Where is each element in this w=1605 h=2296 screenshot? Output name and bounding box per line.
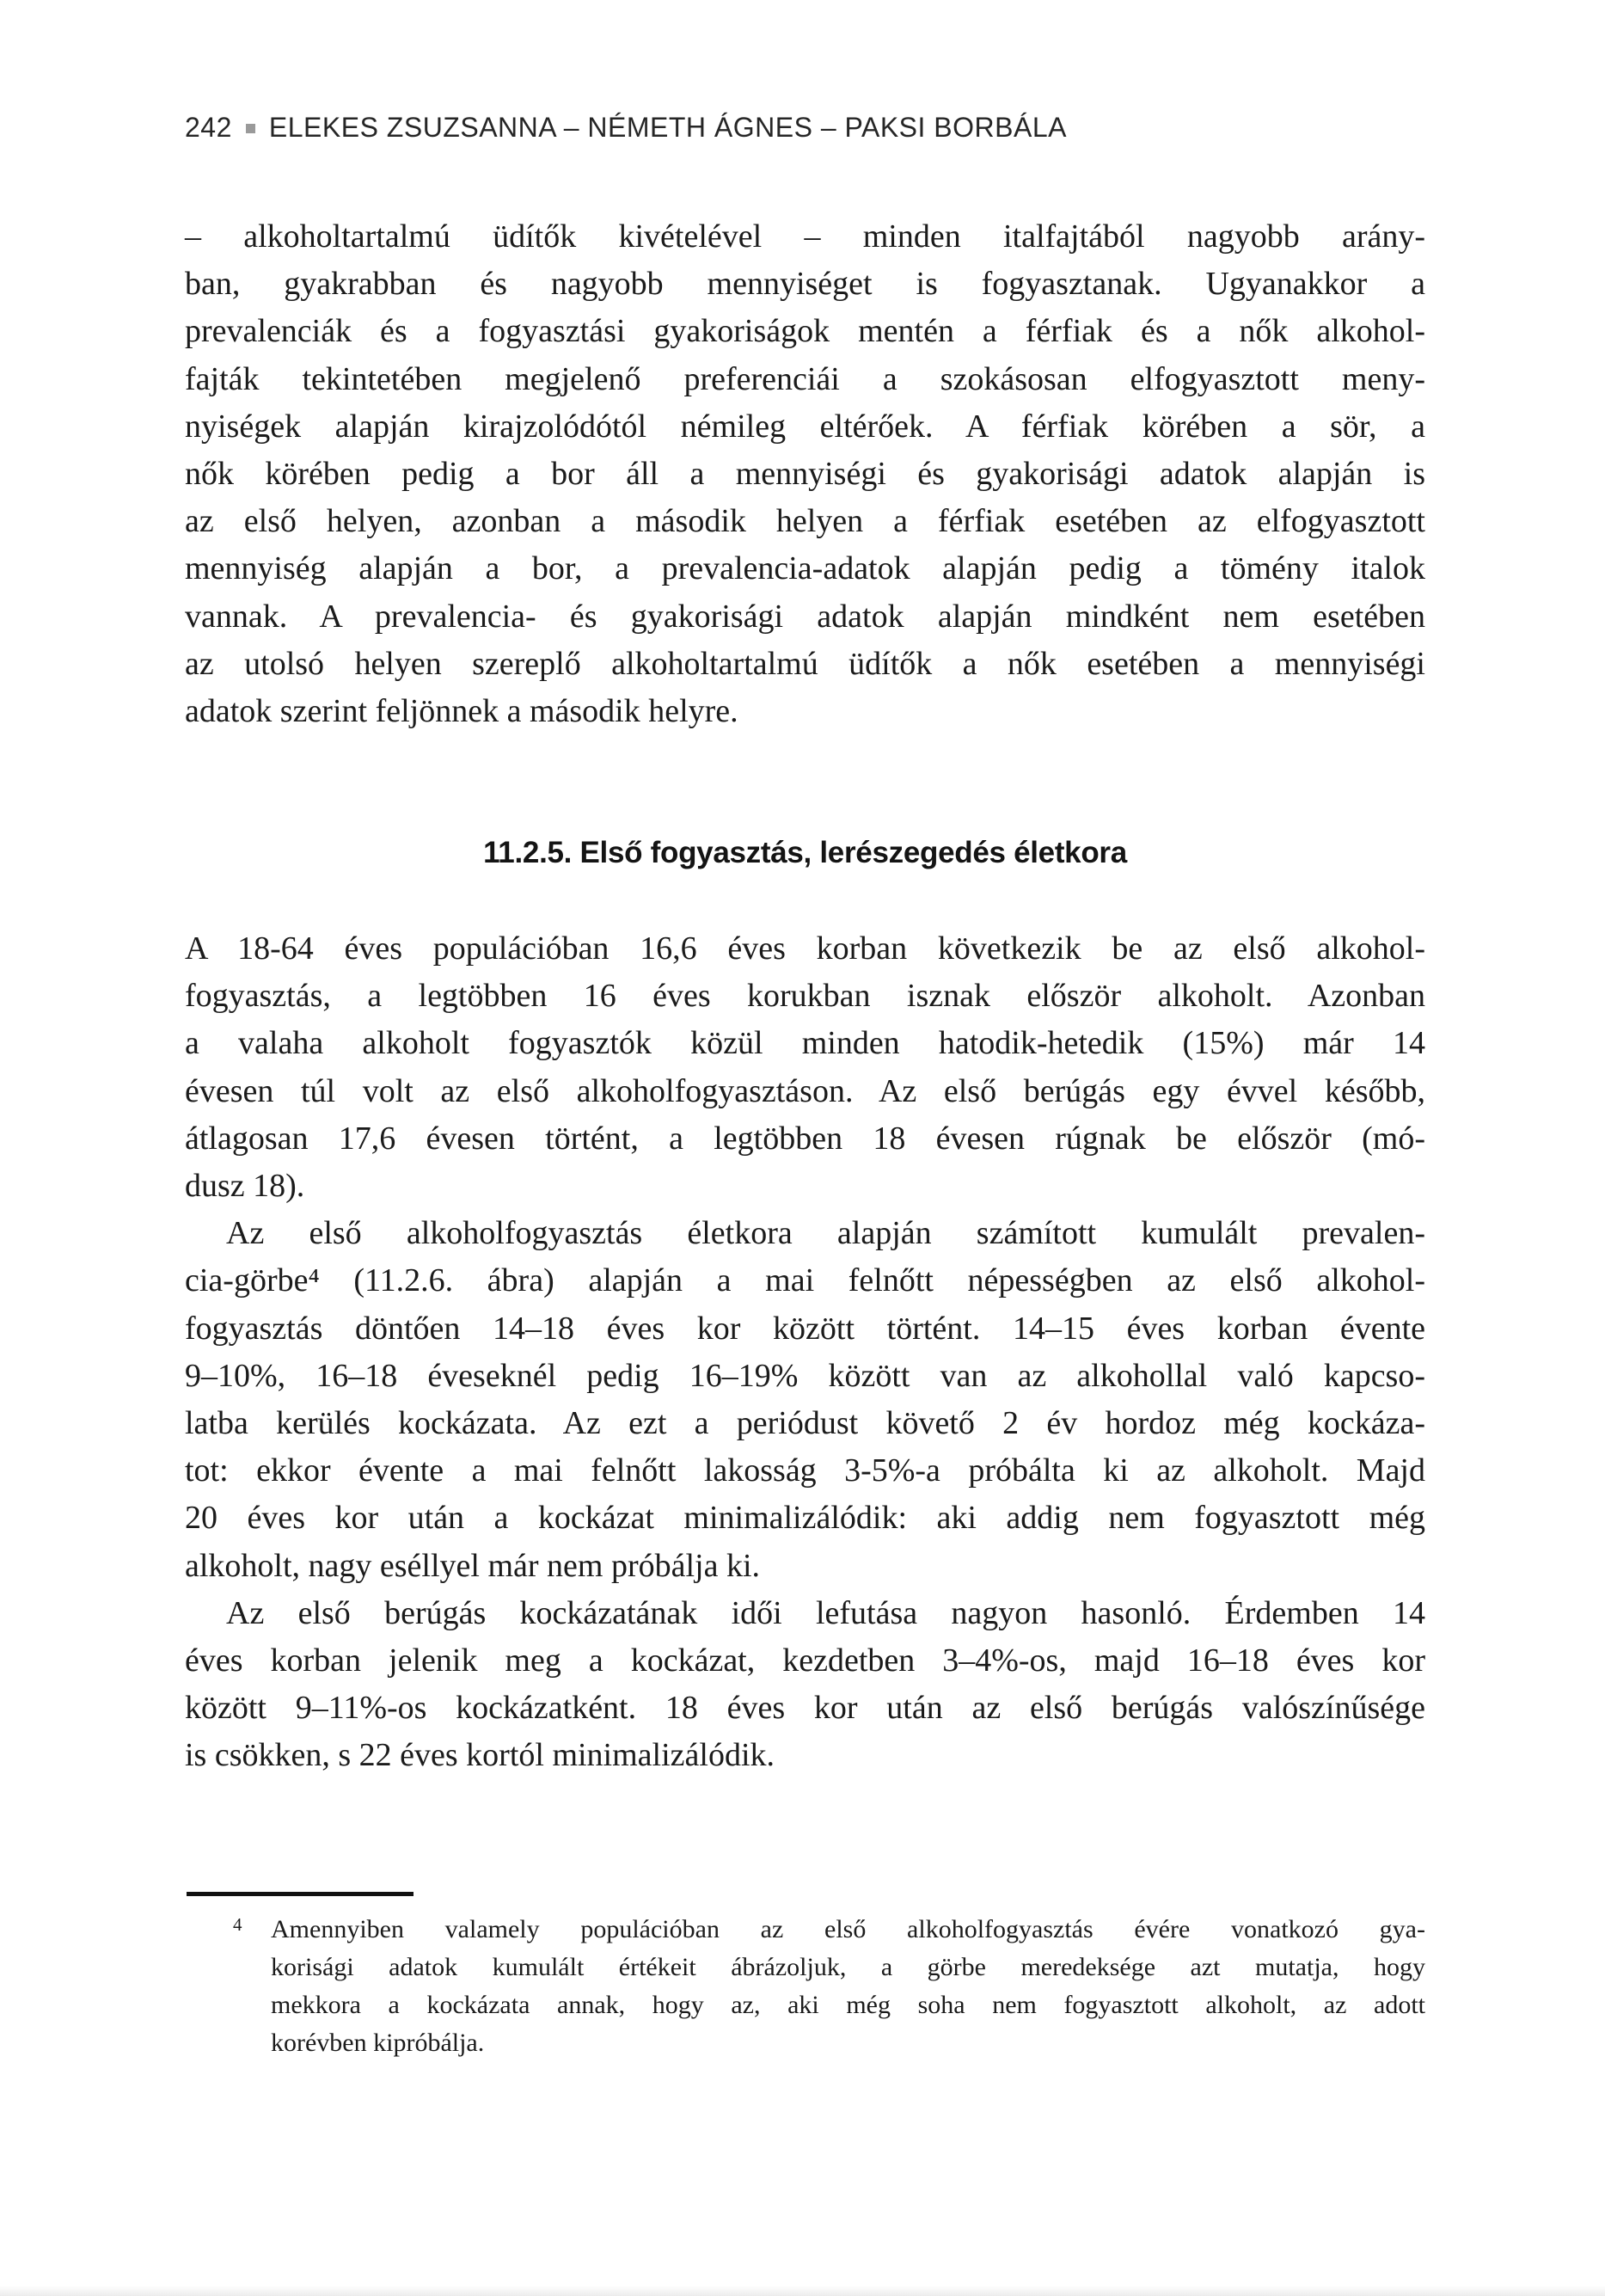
text-line: adatok szerint feljönnek a második helyre. xyxy=(185,693,738,730)
text-line: alkoholt, nagy eséllyel már nem próbálja ki. xyxy=(185,1547,761,1584)
text-line: átlagosan 17,6 évesen történt, a legtöbben 18 évesen rúgnak be először (mó- xyxy=(185,1120,1425,1157)
text-line: Amennyiben valamely populációban az első alkoholfogyasztás évére vonatkozó gya- xyxy=(271,1915,1425,1943)
paragraph-3 xyxy=(185,1210,1425,1590)
text-line: mekkora a kockázata annak, hogy az, aki még soha nem fogyasztott alkoholt, az adott xyxy=(271,1991,1425,2019)
text-line: vannak. A prevalencia- és gyakorisági adatok alapján mindként nem esetében xyxy=(185,598,1425,635)
text-line: az első helyen, azonban a második helyen a férfiak esetében az elfogyasztott xyxy=(185,503,1425,540)
paragraph-4 xyxy=(185,1590,1425,1780)
text-line: korisági adatok kumulált értékeit ábrázoljuk, a görbe meredeksége azt mutatja, hogy xyxy=(271,1953,1425,1981)
text-line: is csökken, s 22 éves kortól minimalizálódik. xyxy=(185,1737,775,1774)
footnote-text xyxy=(185,1911,1425,2062)
text-line: korévben kipróbálja. xyxy=(271,2029,485,2057)
text-line: A 18-64 éves populációban 16,6 éves korban következik be az első alkohol- xyxy=(185,930,1425,967)
text-line: ban, gyakrabban és nagyobb mennyiséget is fogyasztanak. Ugyanakkor a xyxy=(185,266,1425,303)
text-line: mennyiség alapján a bor, a prevalencia-adatok alapján pedig a tömény italok xyxy=(185,550,1425,587)
footnote xyxy=(185,1911,1425,2062)
paragraph-2 xyxy=(185,925,1425,1210)
body-text-block xyxy=(185,925,1425,1780)
text-line: cia-görbe⁴ (11.2.6. ábra) alapján a mai felnőtt népességben az első alkohol- xyxy=(185,1262,1425,1299)
page-number: 242 xyxy=(185,112,232,143)
text-line: tot: ekkor évente a mai felnőtt lakosság 3-5%-a próbálta ki az alkoholt. Majd xyxy=(185,1452,1425,1489)
text-line: évesen túl volt az első alkoholfogyasztáson. Az első berúgás egy évvel később, xyxy=(185,1072,1425,1109)
text-line: 9–10%, 16–18 éveseknél pedig 16–19% között van az alkohollal való kapcso- xyxy=(185,1357,1425,1394)
text-line: az utolsó helyen szereplő alkoholtartalmú üdítők a nők esetében a mennyiségi xyxy=(185,645,1425,682)
text-line: latba kerülés kockázata. Az ezt a periódust követő 2 év hordoz még kockáza- xyxy=(185,1405,1425,1442)
paragraph-1 xyxy=(185,213,1425,735)
text-line: nők körében pedig a bor áll a mennyiségi és gyakorisági adatok alapján is xyxy=(185,456,1425,493)
footnote-marker: 4 xyxy=(233,1914,242,1935)
text-line: Az első alkoholfogyasztás életkora alapján számított kumulált prevalen- xyxy=(226,1215,1425,1252)
text-line: a valaha alkoholt fogyasztók közül minden hatodik-hetedik (15%) már 14 xyxy=(185,1025,1425,1062)
square-bullet-icon xyxy=(246,124,255,133)
text-line: 20 éves kor után a kockázat minimalizálódik: aki addig nem fogyasztott még xyxy=(185,1500,1425,1537)
running-head-authors: ELEKES ZSUZSANNA – NÉMETH ÁGNES – PAKSI BORBÁLA xyxy=(268,112,1067,143)
text-line: prevalenciák és a fogyasztási gyakoriságok mentén a férfiak és a nők alkohol- xyxy=(185,313,1425,350)
text-line: fajták tekintetében megjelenő preferenciái a szokásosan elfogyasztott meny- xyxy=(185,360,1425,397)
text-line: fogyasztás döntően 14–18 éves kor között történt. 14–15 éves korban évente xyxy=(185,1310,1425,1347)
text-line: fogyasztás, a legtöbben 16 éves korukban isznak először alkoholt. Azonban xyxy=(185,978,1425,1015)
text-line: – alkoholtartalmú üdítők kivételével – minden italfajtából nagyobb arány- xyxy=(185,218,1425,255)
section-heading: 11.2.5. Első fogyasztás, lerészegedés életkora xyxy=(483,836,1127,869)
text-line: éves korban jelenik meg a kockázat, kezdetben 3–4%-os, majd 16–18 éves kor xyxy=(185,1642,1425,1679)
text-line: Az első berúgás kockázatának idői lefutása nagyon hasonló. Érdemben 14 xyxy=(226,1594,1425,1631)
running-head xyxy=(185,112,1067,144)
text-line: dusz 18). xyxy=(185,1168,305,1205)
footnote-separator-rule xyxy=(187,1892,414,1896)
page-bottom-edge xyxy=(0,2286,1605,2296)
text-line: nyiségek alapján kirajzolódótól némileg eltérőek. A férfiak körében a sör, a xyxy=(185,408,1425,445)
text-line: között 9–11%-os kockázatként. 18 éves kor után az első berúgás valószínűsége xyxy=(185,1690,1425,1727)
